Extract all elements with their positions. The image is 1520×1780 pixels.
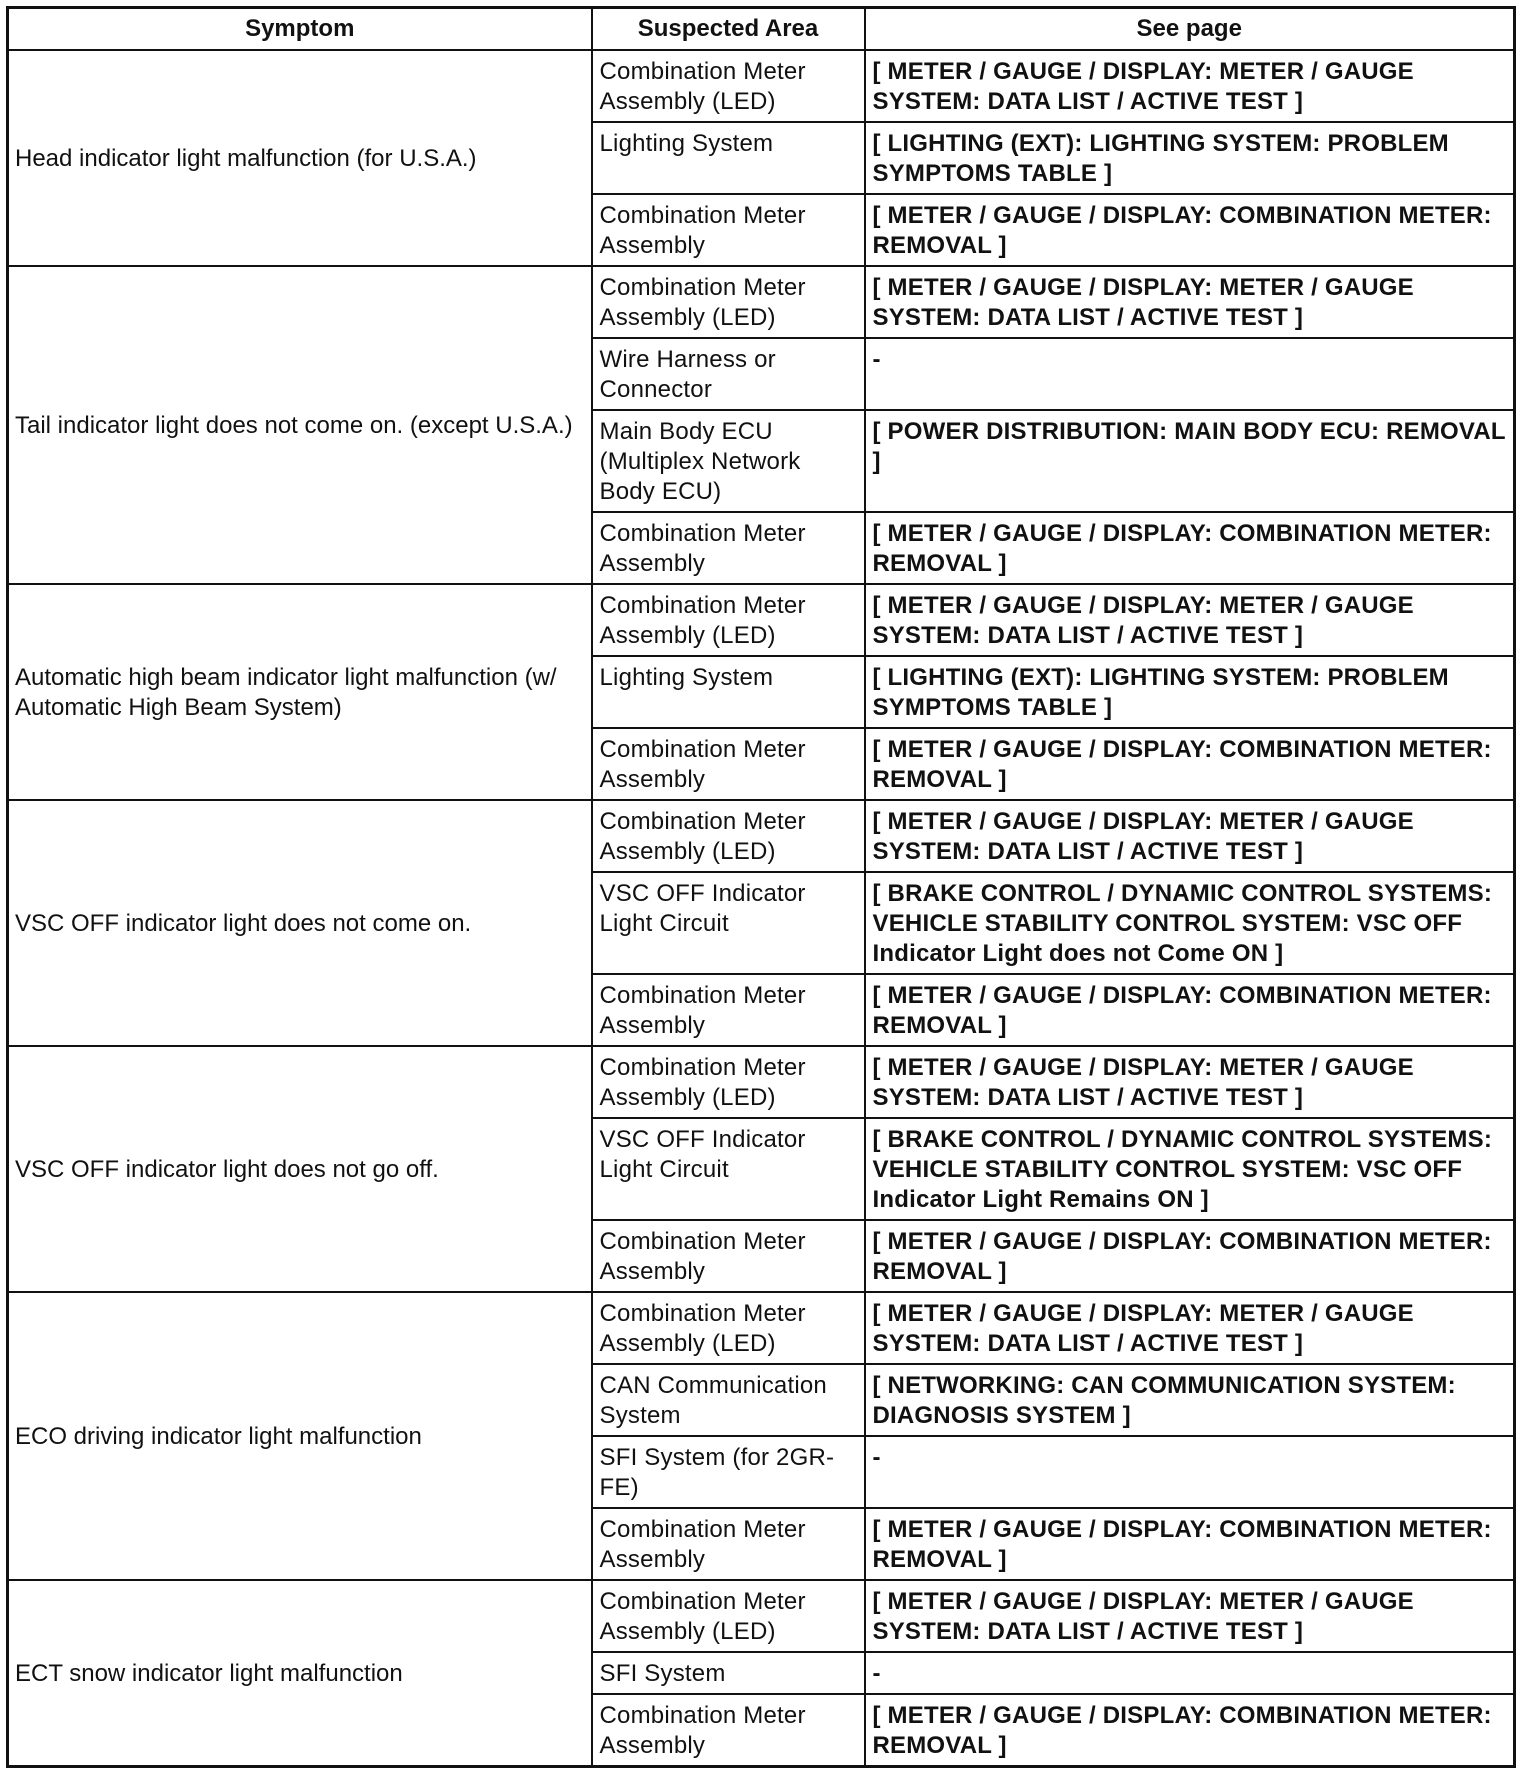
suspected-area-cell: Combination Meter Assembly (LED) [592,1292,865,1364]
suspected-area-cell: Combination Meter Assembly (LED) [592,1046,865,1118]
see-page-cell: [ METER / GAUGE / DISPLAY: COMBINATION METER: REMOVAL ] [865,728,1515,800]
suspected-area-cell: Main Body ECU (Multiplex Network Body ECU) [592,410,865,512]
suspected-area-cell: Combination Meter Assembly (LED) [592,266,865,338]
table-row [8,1580,1515,1652]
table-row [8,50,1515,122]
see-page-cell: [ METER / GAUGE / DISPLAY: METER / GAUGE SYSTEM: DATA LIST / ACTIVE TEST ] [865,800,1515,872]
table-row [8,1292,1515,1364]
see-page-cell: [ POWER DISTRIBUTION: MAIN BODY ECU: REMOVAL ] [865,410,1515,512]
see-page-cell: [ METER / GAUGE / DISPLAY: METER / GAUGE SYSTEM: DATA LIST / ACTIVE TEST ] [865,1046,1515,1118]
table-row [8,800,1515,872]
suspected-area-cell: Combination Meter Assembly (LED) [592,50,865,122]
suspected-area-cell: Combination Meter Assembly [592,728,865,800]
see-page-cell: [ METER / GAUGE / DISPLAY: METER / GAUGE SYSTEM: DATA LIST / ACTIVE TEST ] [865,266,1515,338]
see-page-cell: [ METER / GAUGE / DISPLAY: COMBINATION METER: REMOVAL ] [865,194,1515,266]
suspected-area-cell: Combination Meter Assembly [592,1508,865,1580]
see-page-cell: [ METER / GAUGE / DISPLAY: METER / GAUGE SYSTEM: DATA LIST / ACTIVE TEST ] [865,1292,1515,1364]
symptom-cell: Automatic high beam indicator light malfunction (w/ Automatic High Beam System) [8,584,592,800]
symptom-cell: VSC OFF indicator light does not go off. [8,1046,592,1292]
see-page-cell: [ METER / GAUGE / DISPLAY: COMBINATION METER: REMOVAL ] [865,1220,1515,1292]
see-page-cell: - [865,1652,1515,1694]
suspected-area-cell: Lighting System [592,122,865,194]
see-page-cell: [ NETWORKING: CAN COMMUNICATION SYSTEM: DIAGNOSIS SYSTEM ] [865,1364,1515,1436]
suspected-area-cell: CAN Communication System [592,1364,865,1436]
header-see-page: See page [865,8,1515,51]
table-row [8,266,1515,338]
table-row [8,1046,1515,1118]
see-page-cell: [ METER / GAUGE / DISPLAY: COMBINATION METER: REMOVAL ] [865,512,1515,584]
suspected-area-cell: SFI System (for 2GR-FE) [592,1436,865,1508]
suspected-area-cell: Combination Meter Assembly (LED) [592,1580,865,1652]
table-row [8,584,1515,656]
symptom-cell: Tail indicator light does not come on. (except U.S.A.) [8,266,592,584]
suspected-area-cell: Combination Meter Assembly [592,512,865,584]
symptom-cell: VSC OFF indicator light does not come on. [8,800,592,1046]
suspected-area-cell: Wire Harness or Connector [592,338,865,410]
see-page-cell: [ LIGHTING (EXT): LIGHTING SYSTEM: PROBLEM SYMPTOMS TABLE ] [865,122,1515,194]
see-page-cell: [ LIGHTING (EXT): LIGHTING SYSTEM: PROBLEM SYMPTOMS TABLE ] [865,656,1515,728]
symptom-cell: ECT snow indicator light malfunction [8,1580,592,1767]
see-page-cell: [ METER / GAUGE / DISPLAY: COMBINATION METER: REMOVAL ] [865,1508,1515,1580]
see-page-cell: [ METER / GAUGE / DISPLAY: COMBINATION METER: REMOVAL ] [865,974,1515,1046]
symptom-table [6,6,1516,1768]
see-page-cell: [ BRAKE CONTROL / DYNAMIC CONTROL SYSTEMS: VEHICLE STABILITY CONTROL SYSTEM: VSC OFF Indicator Light does not Come ON ] [865,872,1515,974]
header-symptom: Symptom [8,8,592,51]
suspected-area-cell: Combination Meter Assembly (LED) [592,800,865,872]
see-page-cell: - [865,1436,1515,1508]
symptom-cell: ECO driving indicator light malfunction [8,1292,592,1580]
header-suspected-area: Suspected Area [592,8,865,51]
symptom-cell: Head indicator light malfunction (for U.S.A.) [8,50,592,266]
suspected-area-cell: Combination Meter Assembly (LED) [592,584,865,656]
see-page-cell: [ METER / GAUGE / DISPLAY: COMBINATION METER: REMOVAL ] [865,1694,1515,1767]
suspected-area-cell: SFI System [592,1652,865,1694]
see-page-cell: - [865,338,1515,410]
suspected-area-cell: Combination Meter Assembly [592,1220,865,1292]
suspected-area-cell: Combination Meter Assembly [592,194,865,266]
suspected-area-cell: VSC OFF Indicator Light Circuit [592,872,865,974]
suspected-area-cell: Combination Meter Assembly [592,1694,865,1767]
see-page-cell: [ METER / GAUGE / DISPLAY: METER / GAUGE SYSTEM: DATA LIST / ACTIVE TEST ] [865,584,1515,656]
suspected-area-cell: Lighting System [592,656,865,728]
suspected-area-cell: VSC OFF Indicator Light Circuit [592,1118,865,1220]
suspected-area-cell: Combination Meter Assembly [592,974,865,1046]
see-page-cell: [ BRAKE CONTROL / DYNAMIC CONTROL SYSTEMS: VEHICLE STABILITY CONTROL SYSTEM: VSC OFF Indicator Light Remains ON ] [865,1118,1515,1220]
see-page-cell: [ METER / GAUGE / DISPLAY: METER / GAUGE SYSTEM: DATA LIST / ACTIVE TEST ] [865,1580,1515,1652]
see-page-cell: [ METER / GAUGE / DISPLAY: METER / GAUGE SYSTEM: DATA LIST / ACTIVE TEST ] [865,50,1515,122]
header-row [8,8,1515,51]
